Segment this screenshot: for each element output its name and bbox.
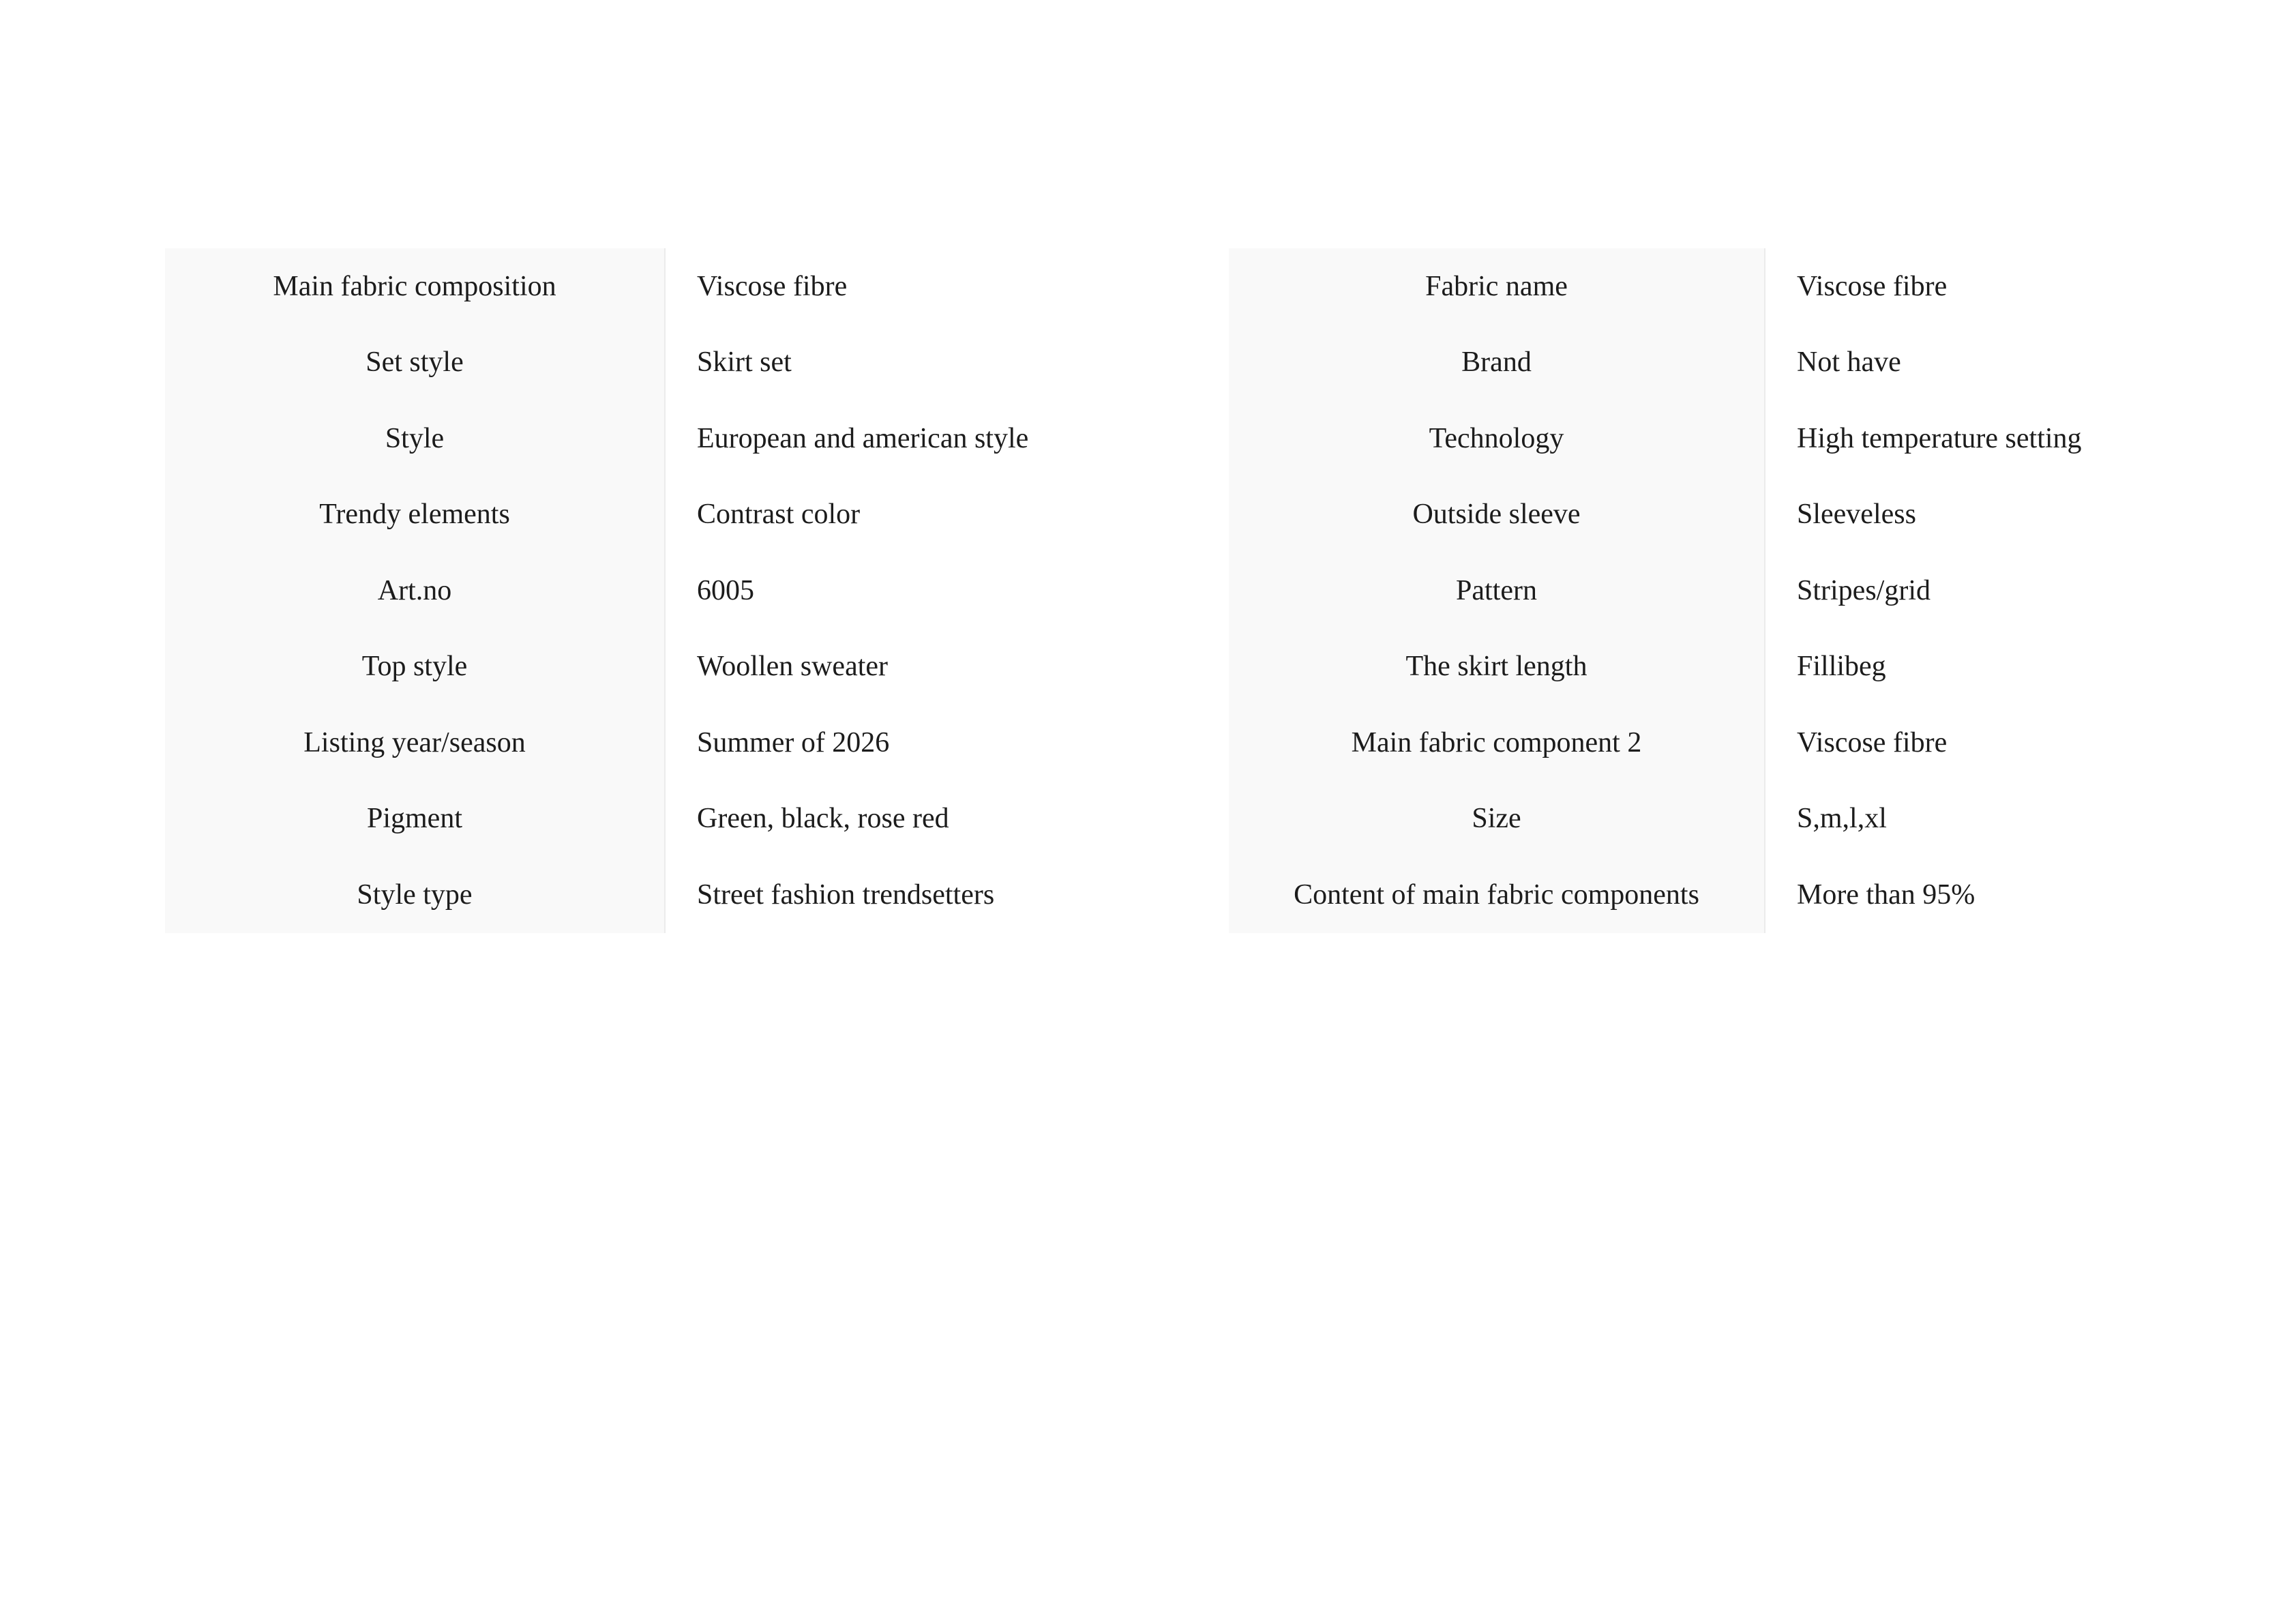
attribute-label: Pattern (1229, 552, 1765, 629)
attribute-label: The skirt length (1229, 629, 1765, 705)
attribute-label: Style type (165, 857, 666, 933)
attribute-value: Skirt set (666, 325, 1229, 401)
attribute-value: S,m,l,xl (1765, 781, 2296, 857)
attribute-value: Summer of 2026 (666, 705, 1229, 781)
attribute-value: Viscose fibre (1765, 248, 2296, 325)
attribute-label: Brand (1229, 325, 1765, 401)
attribute-value: Not have (1765, 325, 2296, 401)
attribute-value: Woollen sweater (666, 629, 1229, 705)
attribute-label: Listing year/season (165, 705, 666, 781)
attribute-label: Outside sleeve (1229, 477, 1765, 553)
attribute-label: Main fabric component 2 (1229, 705, 1765, 781)
attribute-value: European and american style (666, 400, 1229, 477)
attribute-label: Technology (1229, 400, 1765, 477)
attribute-label: Trendy elements (165, 477, 666, 553)
attribute-label: Set style (165, 325, 666, 401)
attribute-value: Fillibeg (1765, 629, 2296, 705)
attribute-label: Art.no (165, 552, 666, 629)
attribute-value: Street fashion trendsetters (666, 857, 1229, 933)
attribute-value: Sleeveless (1765, 477, 2296, 553)
attribute-value: Green, black, rose red (666, 781, 1229, 857)
attribute-label: Style (165, 400, 666, 477)
attribute-label: Top style (165, 629, 666, 705)
attribute-value: 6005 (666, 552, 1229, 629)
attribute-value: More than 95% (1765, 857, 2296, 933)
attribute-value: Viscose fibre (666, 248, 1229, 325)
attribute-value: Contrast color (666, 477, 1229, 553)
attribute-label: Fabric name (1229, 248, 1765, 325)
attribute-value: High temperature setting (1765, 400, 2296, 477)
attribute-value: Viscose fibre (1765, 705, 2296, 781)
attribute-label: Main fabric composition (165, 248, 666, 325)
attribute-label: Content of main fabric components (1229, 857, 1765, 933)
attribute-label: Pigment (165, 781, 666, 857)
attribute-value: Stripes/grid (1765, 552, 2296, 629)
attribute-label: Size (1229, 781, 1765, 857)
product-attributes-table (165, 248, 2296, 933)
